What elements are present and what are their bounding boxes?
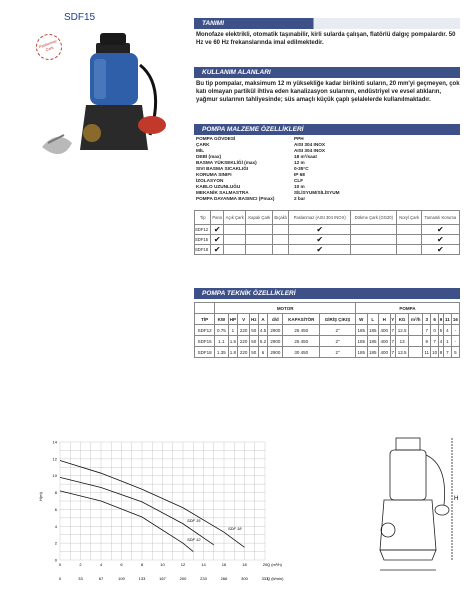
perf-cell: SDF18: [195, 347, 215, 358]
series-label: SDF 15: [187, 517, 201, 523]
perf-cell: 1.8: [228, 347, 238, 358]
perf-cell: [409, 347, 423, 358]
material-key: ÇARK: [196, 142, 210, 148]
perf-header: A: [258, 314, 268, 325]
perf-cell: 10: [431, 347, 439, 358]
perf-cell: 0.75: [215, 325, 228, 336]
perf-header: KG: [395, 314, 408, 325]
perf-cell: 1: [228, 325, 238, 336]
perf-cell: 185: [367, 325, 379, 336]
type-table-header: Paslanmaz (AISI 304 INOX): [289, 211, 351, 225]
x-tick-label: 12: [180, 562, 186, 567]
type-cell: [421, 225, 459, 235]
perf-cell: -: [451, 336, 459, 347]
perf-cell: 4: [439, 336, 444, 347]
checkmark-icon: ✔: [213, 244, 221, 254]
type-cell: [421, 235, 459, 245]
type-cell: [289, 235, 351, 245]
material-list: [196, 136, 340, 203]
perf-cell: 7: [443, 347, 451, 358]
perf-cell: 220: [238, 347, 250, 358]
perf-header: Y: [390, 314, 395, 325]
series-label: SDF 12: [187, 537, 201, 543]
perf-cell: 13: [395, 336, 408, 347]
perf-cell: 5: [439, 325, 444, 336]
type-table-header: Bıçaklı: [273, 211, 289, 225]
material-value: SİLİSYUM/SİLİSYUM: [294, 190, 340, 196]
x-tick-label-lpm: 133: [138, 576, 146, 581]
perf-cell: 1.35: [215, 347, 228, 358]
perf-header: 9: [439, 314, 444, 325]
tanimi-text: Monofaze elektrikli, otomatik taşınabilir, kirli sularda çalışan, flatörlü dalgıç pompalardır. 50 Hz ve 60 Hz frekanslarında imal edilmektedir.: [196, 32, 456, 47]
perf-cell: 30 450: [283, 347, 320, 358]
perf-header: KAPASİTÖR: [283, 314, 320, 325]
perf-cell: 185: [356, 336, 368, 347]
x-axis-label: Q (m³/h): [267, 562, 282, 567]
type-cell: [273, 235, 289, 245]
perf-cell: 400: [379, 336, 391, 347]
x-tick-label-lpm: 67: [98, 576, 104, 581]
perf-header: Hz: [249, 314, 258, 325]
perf-cell: 2": [320, 336, 356, 347]
kullanim-text: Bu tip pompalar, maksimum 12 m yüksekliğe kadar birikinti suların, 20 mm'yi geçmeyen, çok katı olmayan partikül ihtiva eden kanalizasyon sularının, endüstriyel ve evsel atıkların, yağmur sularının tahliyesinde; süs amaçlı küçük çaplı şelalelerde kullanılmaktadır.: [196, 81, 460, 104]
performance-table: [194, 302, 460, 358]
perf-cell: 8: [439, 347, 444, 358]
height-dimension-label: H: [454, 496, 459, 502]
perf-cell: [409, 325, 423, 336]
perf-cell: 6: [258, 347, 268, 358]
perf-cell: 50: [249, 325, 258, 336]
type-cell: [211, 225, 224, 235]
perf-cell: 185: [356, 347, 368, 358]
perf-cell: 1.5: [228, 336, 238, 347]
perf-cell: 185: [367, 347, 379, 358]
type-cell: [224, 225, 246, 235]
type-cell: [397, 225, 421, 235]
performance-chart: [30, 436, 284, 586]
perf-cell: [409, 336, 423, 347]
type-table-header: Tamamlı Koruma: [421, 211, 459, 225]
section-malzeme-header: [194, 124, 460, 135]
perf-cell: 50: [249, 347, 258, 358]
perf-cell: 2": [320, 347, 356, 358]
type-table-row: [195, 235, 460, 245]
type-table: [194, 210, 460, 255]
y-tick-label: 6: [54, 506, 57, 512]
perf-header: H: [379, 314, 391, 325]
type-cell: [289, 225, 351, 235]
perf-cell: 400: [379, 325, 391, 336]
section-teknik-title: POMPA TEKNİK ÖZELLİKLERİ: [202, 290, 296, 297]
x-tick-label: 20: [262, 562, 268, 567]
perf-cell: 13.5: [395, 347, 408, 358]
perf-cell: 12.5: [395, 325, 408, 336]
x-tick-label-lpm: 233: [200, 576, 207, 581]
material-value: AISI 304 INOX: [294, 142, 326, 148]
checkmark-icon: ✔: [316, 244, 324, 254]
perf-header: TİP: [195, 314, 215, 325]
perf-cell: 2": [320, 325, 356, 336]
x-tick-label-lpm: 0: [58, 576, 62, 581]
perf-header: W: [356, 314, 368, 325]
material-value: PPH: [294, 136, 304, 141]
type-table-header: Kapalı Çark: [246, 211, 273, 225]
perf-row: [195, 347, 460, 358]
x-tick-label-lpm: 200: [179, 576, 187, 581]
type-cell: [397, 245, 421, 255]
material-key: POMPA DAYANMA BASINCI (Pmax): [196, 196, 275, 202]
type-name: SDF18: [195, 245, 211, 255]
type-table-header: Pano: [211, 211, 224, 225]
type-cell: [351, 235, 397, 245]
material-value: 18 m³/saat: [294, 154, 317, 160]
perf-cell: 7: [431, 336, 439, 347]
perf-group-header: POMPA: [356, 303, 460, 314]
type-cell: [246, 245, 273, 255]
section-malzeme-title: POMPA MALZEME ÖZELLİKLERİ: [202, 126, 304, 133]
technical-drawing: [360, 430, 460, 580]
type-cell: [211, 245, 224, 255]
material-value: 10 m: [294, 184, 305, 190]
type-cell: [211, 235, 224, 245]
type-cell: [246, 225, 273, 235]
perf-cell: 7: [423, 325, 431, 336]
perf-cell: 9: [423, 336, 431, 347]
y-tick-label: 8: [54, 490, 57, 496]
perf-cell: 5: [451, 347, 459, 358]
material-key: İZOLASYON: [196, 178, 224, 184]
perf-cell: 7: [390, 347, 395, 358]
type-table-header: Tip: [195, 211, 211, 225]
perf-cell: -: [451, 325, 459, 336]
x-tick-label-lpm: 333: [261, 576, 269, 581]
x-tick-label: 16: [221, 562, 227, 567]
y-tick-label: 0: [54, 557, 57, 563]
material-key: SIVI BASMA SICAKLIĞI: [196, 166, 249, 172]
section-tanimi-title: TANIMI: [202, 20, 224, 27]
perf-cell: SDF12: [195, 325, 215, 336]
type-table-row: [195, 225, 460, 235]
type-cell: [351, 245, 397, 255]
type-cell: [246, 235, 273, 245]
material-row: [196, 196, 340, 202]
x-tick-label: 0: [58, 562, 62, 567]
y-tick-label: 12: [52, 456, 57, 462]
type-cell: [289, 245, 351, 255]
x-tick-label: 4: [99, 562, 103, 567]
y-tick-label: 4: [54, 523, 57, 529]
perf-header: GİRİŞ ÇIKIŞ: [320, 314, 356, 325]
x-tick-label-lpm: 300: [241, 576, 248, 581]
type-table-header: Açık Çark: [224, 211, 246, 225]
perf-header: 11: [443, 314, 451, 325]
x-tick-label: 18: [242, 562, 247, 567]
badge-text: Paslanmaz Çark: [38, 39, 58, 53]
perf-header: HP: [228, 314, 238, 325]
checkmark-icon: ✔: [437, 234, 444, 244]
material-key: BASMA YÜKSEKLİĞİ (max): [196, 160, 257, 166]
checkmark-icon: ✔: [316, 234, 324, 244]
y-tick-label: 2: [54, 540, 57, 546]
y-tick-label: 14: [52, 439, 57, 445]
perf-cell: 185: [367, 336, 379, 347]
y-axis-label: H(m): [38, 492, 43, 501]
perf-header: KW: [215, 314, 228, 325]
type-table-header: Dökme Çark (GG20): [351, 211, 397, 225]
x-tick-label: 14: [201, 562, 206, 567]
perf-cell: 2900: [268, 336, 283, 347]
material-key: DEBİ (max): [196, 154, 222, 160]
checkmark-icon: ✔: [437, 224, 444, 234]
perf-cell: 50: [249, 336, 258, 347]
perf-cell: 7: [390, 336, 395, 347]
perf-cell: 5.2: [258, 336, 268, 347]
type-table-header: Noryl Çark: [397, 211, 421, 225]
perf-header: d/d: [268, 314, 283, 325]
section-kullanim-title: KULLANIM ALANLARI: [202, 69, 271, 76]
perf-cell: 11: [423, 347, 431, 358]
material-key: MEKANİK SALMASTRA: [196, 190, 249, 196]
x-tick-label-lpm: 33: [78, 576, 83, 581]
material-value: AISI 304 INOX: [294, 148, 326, 154]
perf-cell: 1.1: [215, 336, 228, 347]
material-key: MİL: [196, 148, 205, 154]
y-tick-label: 10: [52, 473, 57, 479]
perf-cell: 4: [443, 325, 451, 336]
perf-header: 16: [451, 314, 459, 325]
perf-header: 6: [431, 314, 439, 325]
perf-cell: 0: [431, 325, 439, 336]
perf-cell: 220: [238, 325, 250, 336]
perf-row: [195, 336, 460, 347]
perf-header: m³/h: [409, 314, 423, 325]
section-kullanim-header: [194, 67, 460, 78]
checkmark-icon: ✔: [213, 234, 221, 244]
material-key: POMPA GÖVDESİ: [196, 136, 236, 141]
material-value: 2 bar: [294, 196, 306, 202]
perf-group-header: [195, 303, 215, 314]
x-tick-label: 6: [120, 562, 123, 567]
material-value: 0-35°C: [294, 166, 309, 172]
type-table-row: [195, 245, 460, 255]
perf-cell: 7: [390, 325, 395, 336]
perf-cell: 1: [443, 336, 451, 347]
perf-cell: 220: [238, 336, 250, 347]
perf-header: V: [238, 314, 250, 325]
x-tick-label-lpm: 167: [159, 576, 166, 581]
type-cell: [421, 245, 459, 255]
type-cell: [397, 235, 421, 245]
type-cell: [273, 225, 289, 235]
series-label: SDF 18: [228, 526, 242, 532]
perf-cell: 400: [379, 347, 391, 358]
x-tick-label-lpm: 100: [118, 576, 125, 581]
perf-cell: 2900: [268, 347, 283, 358]
perf-header: L: [367, 314, 379, 325]
material-value: IP 68: [294, 172, 305, 178]
perf-cell: SDF15: [195, 336, 215, 347]
perf-cell: 25 450: [283, 325, 320, 336]
type-name: SDF12: [195, 225, 211, 235]
model-title: SDF15: [64, 12, 96, 23]
x-tick-label: 8: [140, 562, 144, 567]
type-cell: [224, 245, 246, 255]
material-key: KABLO UZUNLUĞU: [196, 184, 241, 190]
checkmark-icon: ✔: [437, 244, 444, 254]
series-line: [60, 491, 193, 552]
perf-group-header: MOTOR: [215, 303, 356, 314]
type-cell: [351, 225, 397, 235]
type-cell: [224, 235, 246, 245]
x-tick-label: 10: [160, 562, 165, 567]
checkmark-icon: ✔: [213, 224, 221, 234]
checkmark-icon: ✔: [316, 224, 324, 234]
x-axis-label-lpm: Q (lt/min): [267, 576, 284, 581]
x-tick-label: 2: [79, 562, 82, 567]
material-key: KORUMA SINIFI: [196, 172, 232, 178]
type-cell: [273, 245, 289, 255]
material-value: CLF: [294, 178, 304, 184]
perf-header: 3: [423, 314, 431, 325]
perf-cell: 25 450: [283, 336, 320, 347]
section-tanimi-header: [194, 18, 460, 29]
perf-cell: 4.5: [258, 325, 268, 336]
perf-row: [195, 325, 460, 336]
type-name: SDF15: [195, 235, 211, 245]
material-value: 12 m: [294, 160, 305, 166]
section-teknik-header: [194, 288, 460, 299]
x-tick-label-lpm: 266: [220, 576, 228, 581]
perf-cell: 185: [356, 325, 368, 336]
perf-cell: 2900: [268, 325, 283, 336]
